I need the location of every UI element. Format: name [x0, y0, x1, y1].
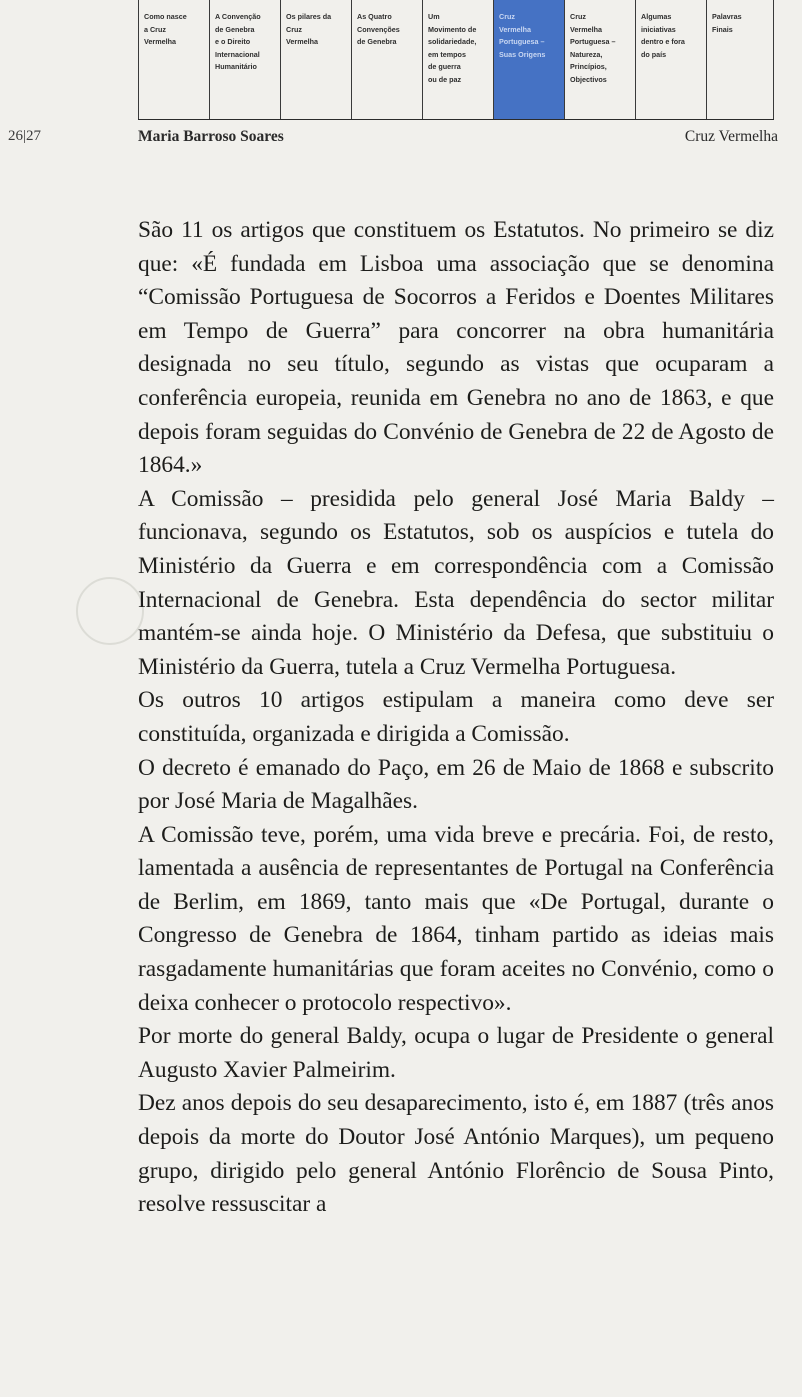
chapter-tab-natureza-principios[interactable]: Cruz Vermelha Portuguesa – Natureza, Princípios, Objectivos	[564, 0, 635, 119]
chapter-tab-pilares[interactable]: Os pilares da Cruz Vermelha	[280, 0, 351, 119]
chapter-tab-movimento-solidariedade[interactable]: Um Movimento de solidariedade, em tempos de guerra ou de paz	[422, 0, 493, 119]
paragraph-5: A Comissão teve, porém, uma vida breve e precária. Foi, de resto, lamentada a ausência de representantes de Portugal na Conferência de Berlim, em 1869, tanto mais que «De Portugal, durante o Congresso de Genebra de 1864, tinham partido as ideias mais rasgadamente humanitárias que foram aceites no Convénio, como o deixa conhecer o protocolo respectivo».	[138, 821, 774, 1016]
chapter-tab-como-nasce[interactable]: Como nasce a Cruz Vermelha	[138, 0, 209, 119]
body-text	[138, 214, 774, 1222]
page-number: 26|27	[8, 128, 42, 144]
chapter-tab-palavras-finais[interactable]: Palavras Finais	[706, 0, 774, 119]
show-through-circle	[76, 577, 144, 645]
chapter-tab-iniciativas[interactable]: Algumas iniciativas dentro e fora do país	[635, 0, 706, 119]
running-title: Cruz Vermelha	[684, 128, 778, 145]
paragraph-3: Os outros 10 artigos estipulam a maneira como deve ser constituída, organizada e dirigida a Comissão.	[138, 687, 774, 747]
chapter-tab-convencao-genebra[interactable]: A Convenção de Genebra e o Direito Internacional Humanitário	[209, 0, 280, 119]
chapter-tab-suas-origens[interactable]: Cruz Vermelha Portuguesa – Suas Origens	[493, 0, 564, 119]
paragraph-6: Por morte do general Baldy, ocupa o lugar de Presidente o general Augusto Xavier Palmeirim.	[138, 1023, 774, 1083]
paragraph-7: Dez anos depois do seu desaparecimento, isto é, em 1887 (três anos depois da morte do Doutor José António Marques), um pequeno grupo, dirigido pelo general António Florêncio de Sousa Pinto, resolve ressuscitar a	[138, 1090, 774, 1218]
chapter-navigation-table	[138, 0, 774, 120]
paragraph-1: São 11 os artigos que constituem os Estatutos. No primeiro se diz que: «É fundada em Lisboa uma associação que se denomina “Comissão Portuguesa de Socorros a Feridos e Doentes Militares em Tempo de Guerra” para concorrer na obra humanitária designada no seu título, segundo as vistas que ocuparam a conferência europeia, reunida em Genebra no ano de 1863, e que depois foram seguidas do Convénio de Genebra de 22 de Agosto de 1864.»	[138, 217, 774, 479]
author-name: Maria Barroso Soares	[138, 128, 284, 145]
chapter-tab-quatro-convencoes[interactable]: As Quatro Convenções de Genebra	[351, 0, 422, 119]
paragraph-2: A Comissão – presidida pelo general José Maria Baldy – funcionava, segundo os Estatutos, sob os auspícios e tutela do Ministério da Guerra e em correspondência com a Comissão Internacional de Genebra. Esta dependência do sector militar mantém-se ainda hoje. O Ministério da Defesa, que substituiu o Ministério da Guerra, tutela a Cruz Vermelha Portuguesa.	[138, 485, 774, 680]
paragraph-4: O decreto é emanado do Paço, em 26 de Maio de 1868 e subscrito por José Maria de Magalhães.	[138, 754, 774, 815]
